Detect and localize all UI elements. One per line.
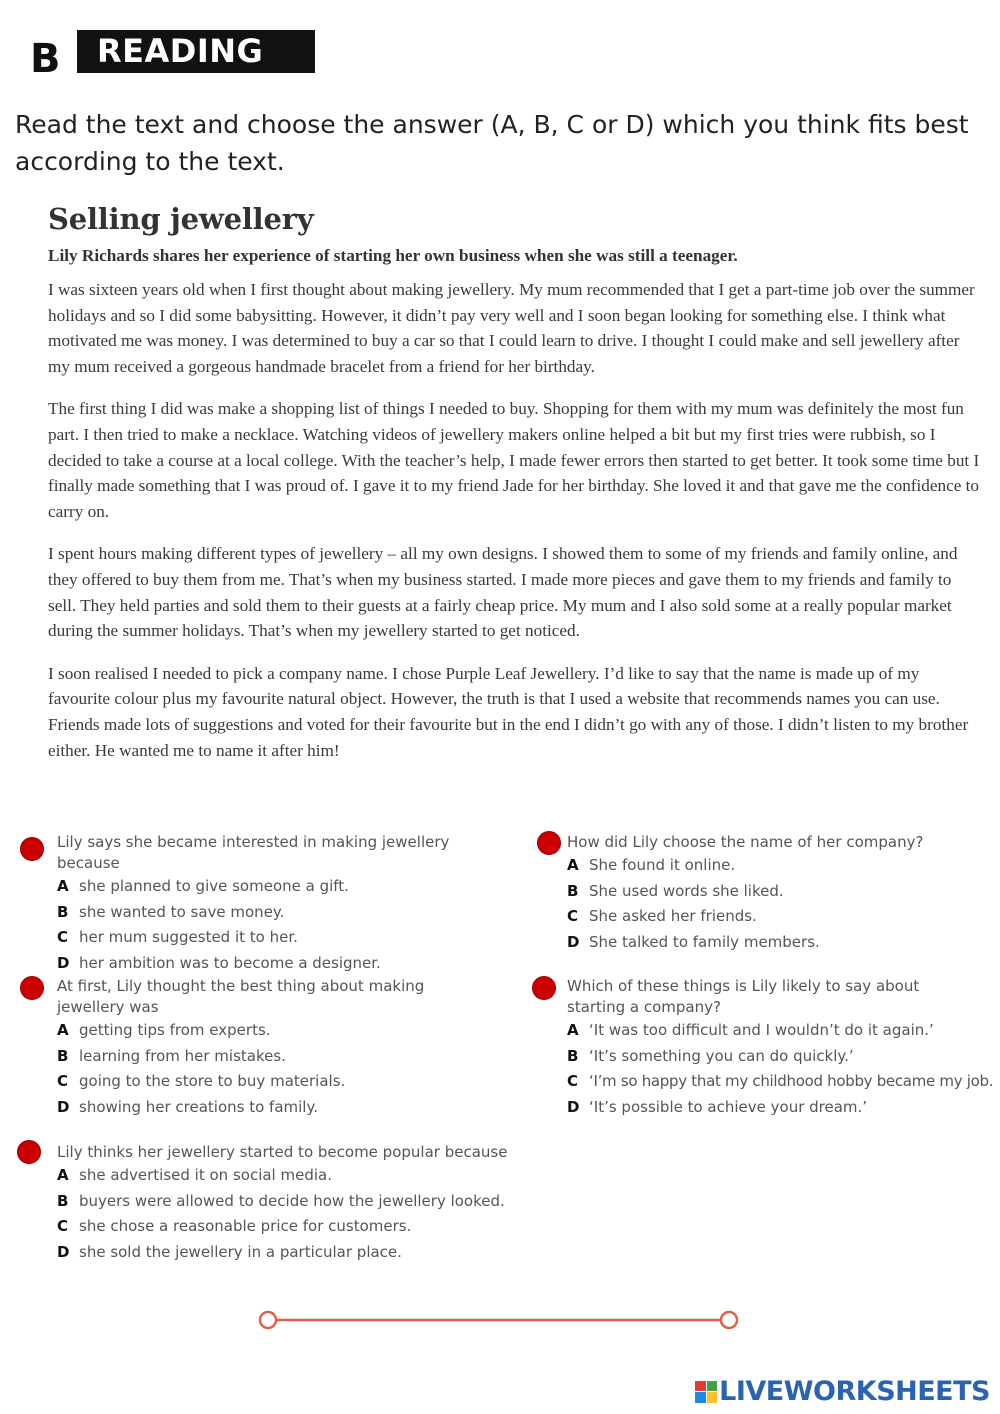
answer-option [57,1189,527,1215]
article-paragraph: The first thing I did was make a shopping list of things I needed to buy. Shopping for them with my mum was definitely the most fun part. I then tried to make a necklace. Watching videos of jewellery makers online helped a bit but my first tries were rubbish, so I decided to take a course at a local college. With the teacher’s help, I made fewer errors then started to get better. It took some time but I finally made something that I was proud of. I gave it to my friend Jade for her birthday. She loved it and that gave me the confidence to carry on. [48,399,980,521]
option-letter: B [567,1046,579,1065]
option-letter: C [567,1072,578,1091]
answer-option [57,900,507,926]
answer-option [57,951,507,977]
option-letter: B [567,881,579,900]
option-text: her ambition was to become a designer. [79,954,381,973]
option-letter: B [57,1046,69,1065]
option-text: She asked her friends. [589,907,757,926]
option-letter: D [567,1098,580,1117]
answer-option [57,1240,527,1266]
section-letter: B [30,36,61,82]
answer-option [567,1018,934,1044]
answer-option [57,1214,527,1240]
option-text: She found it online. [589,856,736,874]
option-letter: C [567,907,579,926]
option-text: getting tips from experts. [79,1021,271,1039]
answer-dropdown-2[interactable] [20,976,44,1000]
reading-article [48,202,983,780]
option-text: learning from her mistakes. [79,1046,286,1065]
answer-option [567,879,967,905]
answer-option [57,874,507,900]
option-letter: A [57,1166,69,1184]
answer-option [567,1069,994,1095]
answer-option [567,1095,927,1121]
option-text: She talked to family members. [589,933,820,952]
option-text: buyers were allowed to decide how the jewellery looked. [79,1191,505,1210]
section-banner: READING [77,30,315,73]
option-text: she sold the jewellery in a particular place. [79,1243,402,1262]
liveworksheets-logo-icon [695,1381,717,1403]
divider-node-right [721,1312,737,1328]
article-paragraph: I spent hours making different types of jewellery – all my own designs. I showed them to some of my friends and family online, and they offered to buy them from me. That’s when my business started. I made more pieces and gave them to my friends and family to sell. They held parties and sold them to their guests at a fairly cheap price. My mum and I also sold some at a really popular market during the summer holidays. That’s when my jewellery started to get noticed. [48,544,958,641]
option-letter: B [57,1191,69,1210]
question-1 [57,832,507,977]
option-text: going to the store to buy materials. [79,1072,346,1091]
question-stem: Lily thinks her jewellery started to become popular because [57,1143,508,1161]
question-stem: Lily says she became interested in making jewellery because [57,833,450,872]
option-letter: A [567,1021,579,1039]
answer-option [57,1018,427,1044]
option-letter: D [57,1098,70,1117]
question-4 [567,832,967,956]
answer-option [567,904,967,930]
option-letter: C [57,1217,69,1236]
article-title: Selling jewellery [48,202,314,236]
option-text: she advertised it on social media. [79,1166,332,1184]
answer-option [57,1069,427,1095]
answer-option [57,1163,527,1189]
option-text: ‘It was too difficult and I wouldn’t do it again.’ [589,1021,934,1039]
answer-dropdown-4[interactable] [537,831,561,855]
answer-option [57,1095,427,1121]
question-stem: At first, Lily thought the best thing about making jewellery was [57,977,425,1016]
answer-option [57,925,507,951]
divider-node-left [260,1312,276,1328]
option-letter: A [57,877,69,895]
answer-option [57,1044,427,1070]
answer-option [567,853,967,879]
option-text: she planned to give someone a gift. [79,877,349,895]
question-3 [57,1142,527,1266]
answer-option [567,930,967,956]
option-text: her mum suggested it to her. [79,928,298,947]
option-letter: C [57,1072,69,1091]
option-text: ‘It’s something you can do quickly.’ [589,1046,854,1065]
answer-option [567,1044,927,1070]
decorative-divider [258,1310,740,1330]
article-paragraph: I soon realised I needed to pick a company name. I chose Purple Leaf Jewellery. I’d like to say that the name is made up of my favourite colour plus my favourite natural object. However, the truth is that I used a website that recommends names you can use. Friends made lots of suggestions and voted for their favourite but in the end I didn’t go with any of those. I didn’t listen to my brother either. He wanted me to name it after him! [48,663,969,760]
option-letter: A [57,1021,69,1039]
option-letter: D [57,954,70,973]
option-letter: C [57,928,69,947]
option-text: She used words she liked. [589,881,784,900]
option-text: she chose a reasonable price for customers. [79,1217,412,1236]
article-subtitle: Lily Richards shares her experience of starting her own business when she was still a teenager. [48,246,738,265]
option-letter: B [57,902,69,921]
article-paragraph: I was sixteen years old when I first thought about making jewellery. My mum recommended that I get a part-time job over the summer holidays and so I did some babysitting. However, it didn’t pay very well and I soon began looking for something else. I think what motivated me was money. I was determined to buy a car so that I could learn to drive. I thought I could make and sell jewellery after my mum received a gorgeous handmade bracelet from a friend for her birthday. [48,280,975,376]
answer-dropdown-3[interactable] [17,1140,41,1164]
liveworksheets-brand[interactable] [695,1376,990,1407]
option-letter: D [57,1243,70,1262]
option-letter: D [567,933,580,952]
brand-name: LIVEWORKSHEETS [719,1376,990,1407]
option-text: ‘I’m so happy that my childhood hobby became my job. [589,1072,994,1091]
instructions: Read the text and choose the answer (A, B, C or D) which you think fits best according to the text. [15,110,969,176]
question-2 [57,976,427,1121]
option-text: showing her creations to family. [79,1098,318,1117]
option-letter: A [567,856,579,874]
question-stem: How did Lily choose the name of her company? [567,833,924,851]
question-stem: Which of these things is Lily likely to say about starting a company? [567,977,920,1016]
answer-dropdown-1[interactable] [20,837,44,861]
answer-dropdown-5[interactable] [532,976,556,1000]
option-text: ‘It’s possible to achieve your dream.’ [589,1098,868,1117]
option-text: she wanted to save money. [79,902,285,921]
question-5 [567,976,994,1121]
